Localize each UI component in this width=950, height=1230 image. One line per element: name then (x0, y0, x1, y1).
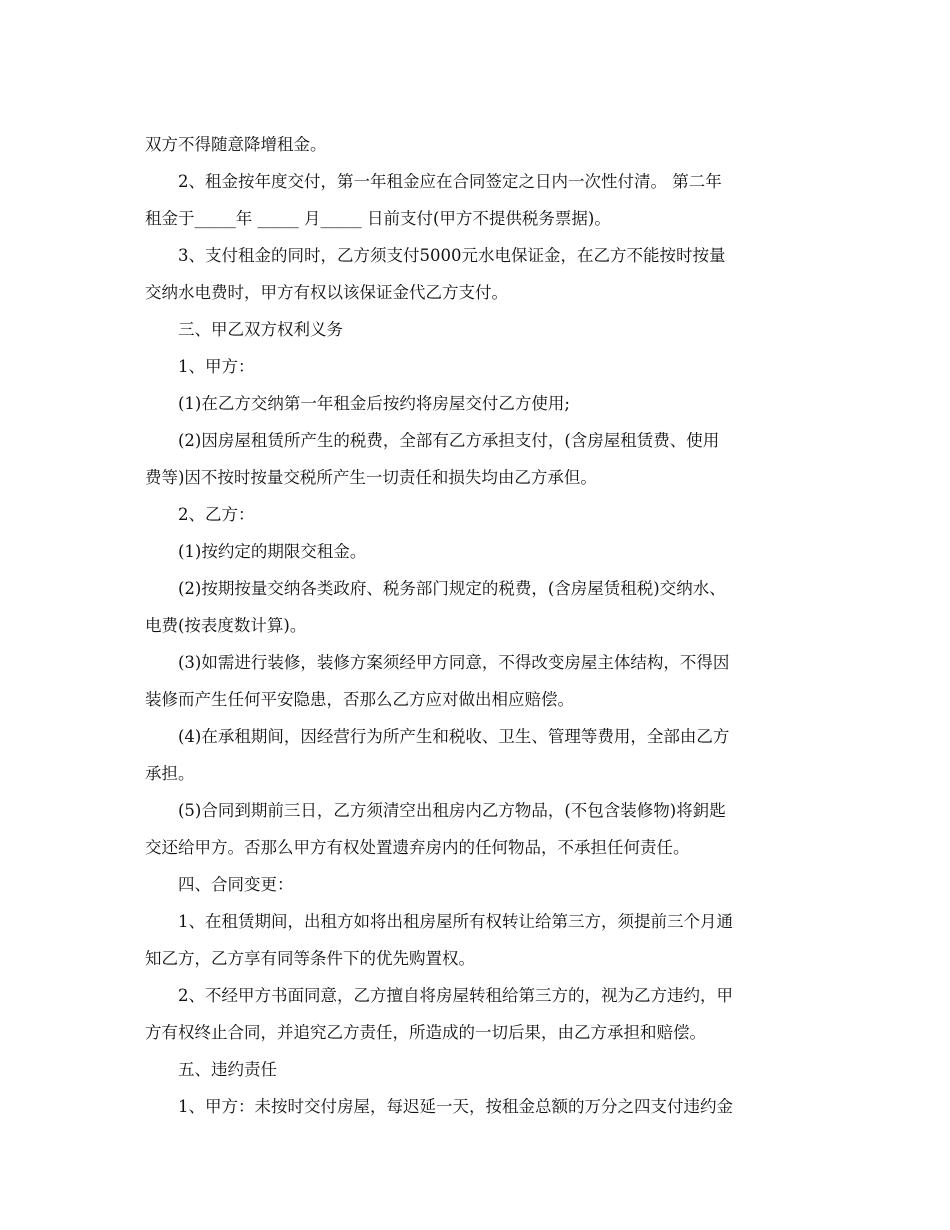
text-line: (5)合同到期前三日，乙方须清空出租房内乙方物品，(不包含装修物)将鈅匙 (178, 801, 726, 820)
section-heading: 三、甲乙双方权利义务 (178, 320, 343, 339)
section-heading: 四、合同变更： (178, 875, 294, 894)
text-line: 费等)因不按时按量交税所产生一切责任和损失均由乙方承但。 (145, 468, 597, 487)
text-line: (1)按约定的期限交租金。 (178, 542, 367, 561)
text-line: 1、甲方：未按时交付房屋，每迟延一天，按租金总额的万分之四支付违约金 (178, 1097, 733, 1116)
text-line: 租金于_____年 _____ 月_____ 日前支付(甲方不提供税务票据)。 (145, 209, 611, 228)
text-line: 2、不经甲方书面同意，乙方擅自将房屋转租给第三方的，视为乙方违约，甲 (178, 986, 733, 1005)
text-line: (2)按期按量交纳各类政府、税务部门规定的税费，(含房屋赁租税)交纳水、 (178, 579, 726, 598)
text-line: 2、租金按年度交付，第一年租金应在合同签定之日内一次性付清。 第二年 (178, 172, 722, 191)
text-line: (1)在乙方交纳第一年租金后按约将房屋交付乙方使用; (178, 394, 570, 413)
text-line: 电费(按表度数计算)。 (145, 616, 307, 635)
text-line: 1、在租赁期间，出租方如将出租房屋所有权转让给第三方，须提前三个月通 (178, 912, 733, 931)
text-line: (2)因房屋租赁所产生的税费，全部有乙方承担支付，(含房屋租赁费、使用 (178, 431, 720, 450)
text-line: 交还给甲方。否那么甲方有权处置遗弃房内的任何物品，不承担任何责任。 (145, 838, 690, 857)
text-line: 交纳水电费时，甲方有权以该保证金代乙方支付。 (145, 283, 508, 302)
text-line: 承担。 (145, 764, 195, 783)
section-heading: 五、违约责任 (178, 1060, 277, 1079)
document-body (145, 126, 805, 1125)
text-line: 双方不得随意降增租金。 (145, 135, 327, 154)
text-line: (3)如需进行装修，装修方案须经甲方同意，不得改变房屋主体结构，不得因 (178, 653, 730, 672)
subsection-heading: 1、甲方： (178, 357, 255, 376)
text-line: (4)在承租期间，因经营行为所产生和税收、卫生、管理等费用，全部由乙方 (178, 727, 730, 746)
text-line: 3、支付租金的同时，乙方须支付5000元水电保证金，在乙方不能按时按量 (178, 246, 726, 265)
subsection-heading: 2、乙方： (178, 505, 255, 524)
text-line: 装修而产生任何平安隐患，否那么乙方应对做出相应赔偿。 (145, 690, 574, 709)
text-line: 知乙方，乙方享有同等条件下的优先购置权。 (145, 949, 475, 968)
text-line: 方有权终止合同，并追究乙方责任，所造成的一切后果，由乙方承担和赔偿。 (145, 1023, 706, 1042)
